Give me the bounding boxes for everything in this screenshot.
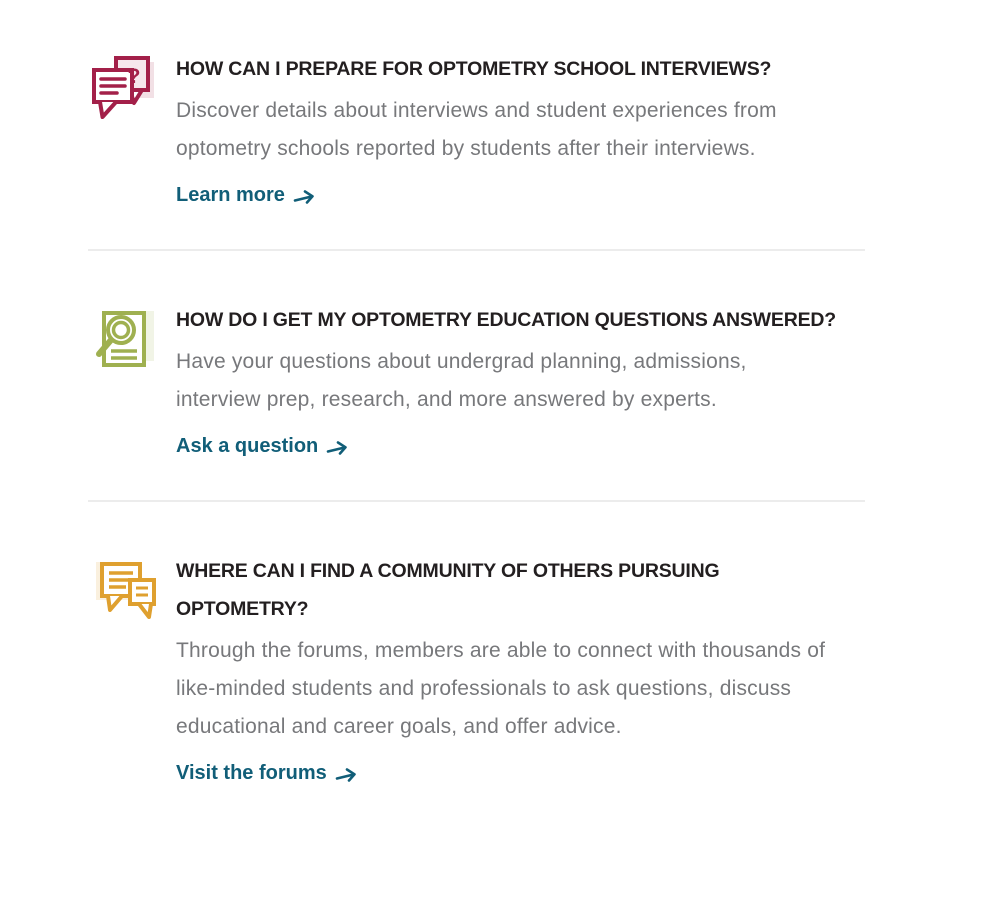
link-label: Learn more xyxy=(176,184,285,206)
arrow-right-icon xyxy=(335,766,359,784)
arrow-right-icon xyxy=(293,188,317,206)
faq-body: Have your questions about undergrad planning, admissions, interview prep, research, and more answered by experts. xyxy=(176,350,747,411)
faq-heading: HOW CAN I PREPARE FOR OPTOMETRY SCHOOL INTERVIEWS? xyxy=(176,58,772,80)
ask-question-link[interactable] xyxy=(176,435,350,458)
faq-heading: HOW DO I GET MY OPTOMETRY EDUCATION QUESTIONS ANSWERED? xyxy=(176,309,836,331)
document-search-icon xyxy=(88,301,176,375)
learn-more-link[interactable] xyxy=(176,184,317,207)
faq-content xyxy=(176,552,865,785)
arrow-right-icon xyxy=(326,439,350,457)
link-label: Visit the forums xyxy=(176,762,327,784)
chat-bubbles-icon xyxy=(88,552,176,626)
faq-section-interviews xyxy=(88,0,865,249)
link-label: Ask a question xyxy=(176,435,319,457)
faq-section-community xyxy=(88,502,865,827)
faq-content xyxy=(176,50,865,207)
chat-question-icon xyxy=(88,50,176,124)
visit-forums-link[interactable] xyxy=(176,762,359,785)
faq-section-questions xyxy=(88,251,865,500)
faq-body: Discover details about interviews and student experiences from optometry schools reported by students after their interviews. xyxy=(176,99,777,160)
faq-content xyxy=(176,301,865,458)
faq-heading: WHERE CAN I FIND A COMMUNITY OF OTHERS PURSUING OPTOMETRY? xyxy=(176,560,720,620)
faq-body: Through the forums, members are able to connect with thousands of like-minded students and professionals to ask questions, discuss educational and career goals, and offer advice. xyxy=(176,639,826,738)
svg-text:?: ? xyxy=(127,65,141,88)
faq-list xyxy=(88,0,865,827)
